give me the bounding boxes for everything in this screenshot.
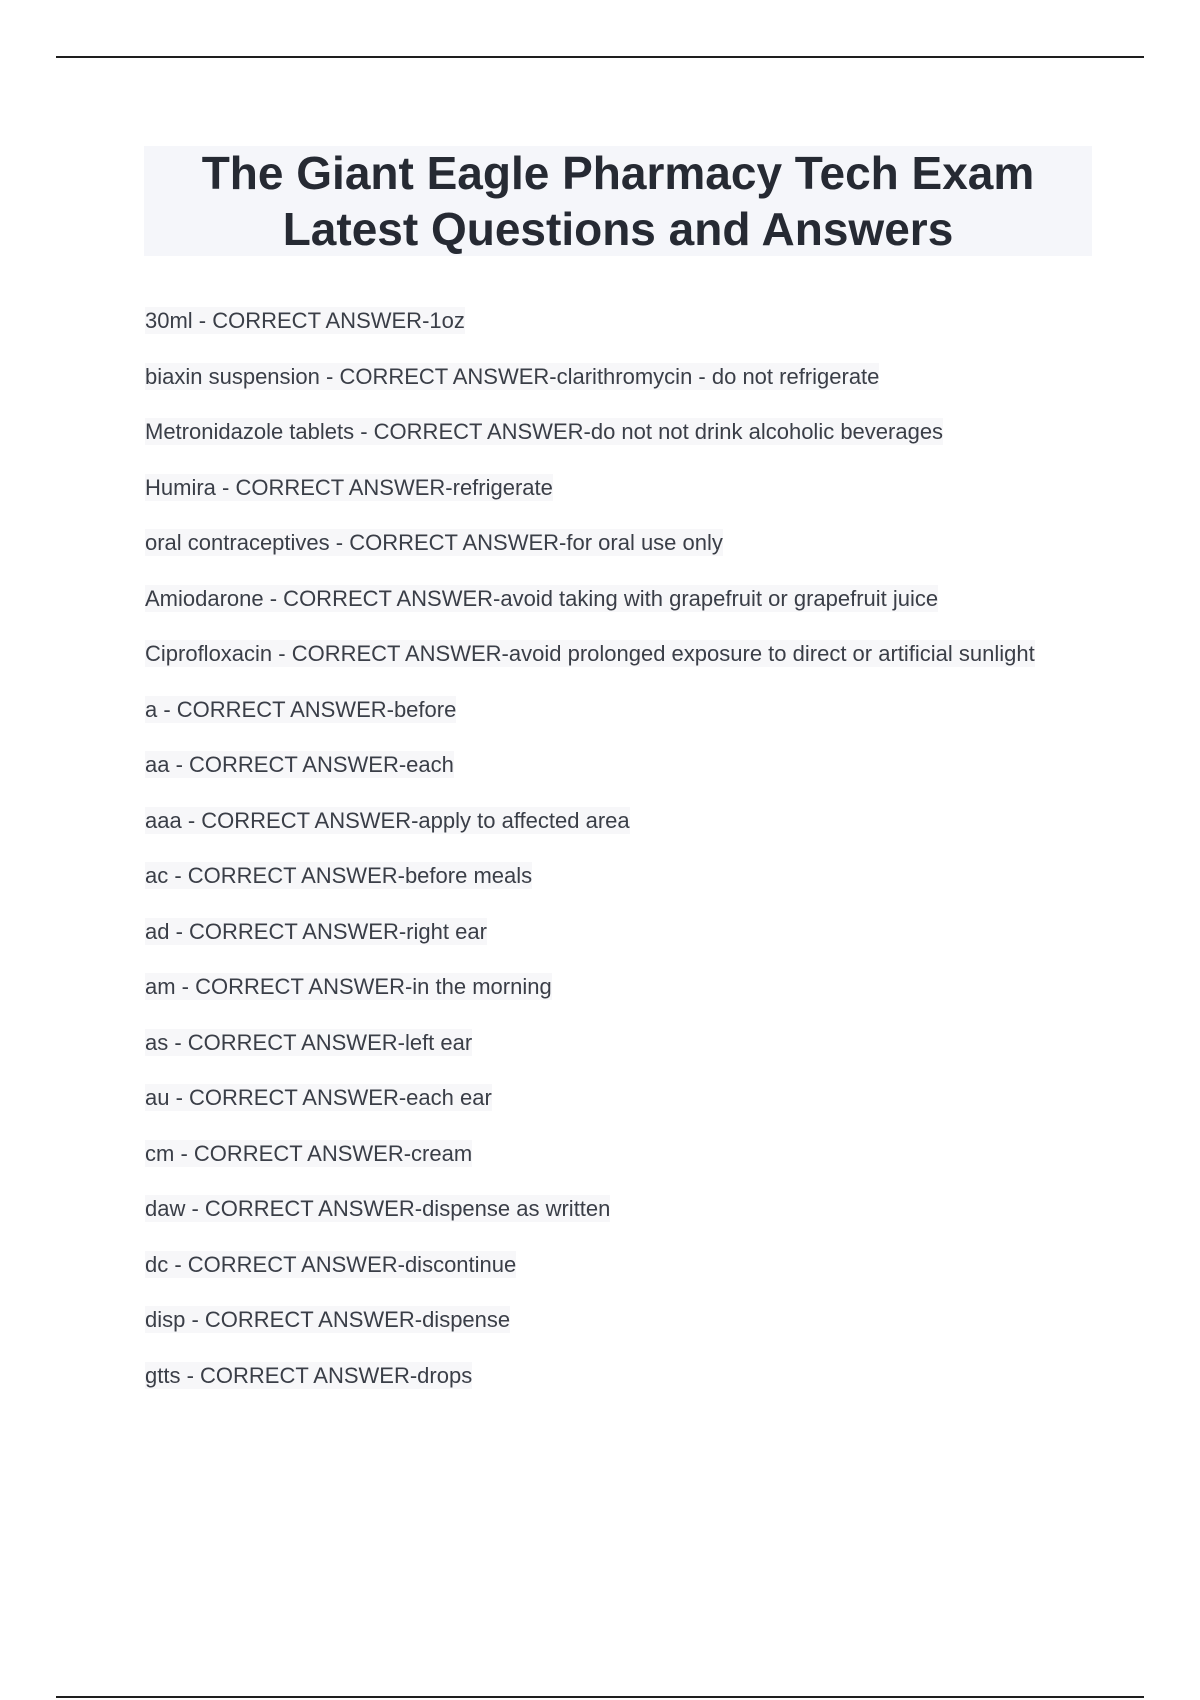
qa-text: ad - CORRECT ANSWER-right ear [145,918,487,944]
qa-text: 30ml - CORRECT ANSWER-1oz [145,308,465,333]
qa-text: au - CORRECT ANSWER-each ear [145,1085,492,1110]
qa-item [145,362,1045,391]
qa-item [145,1194,1045,1223]
qa-text: ac - CORRECT ANSWER-before meals [145,863,533,888]
title-line-1: The Giant Eagle Pharmacy Tech Exam [201,147,1035,199]
top-rule [56,56,1144,58]
qa-item [145,417,1045,446]
qa-item [145,528,1045,557]
qa-text: aaa - CORRECT ANSWER-apply to affected area [145,807,630,833]
qa-item [145,861,1045,890]
qa-item [145,306,1045,335]
document-title [144,146,1092,256]
qa-item [145,750,1045,779]
qa-item [145,972,1045,1001]
qa-text: Ciprofloxacin - CORRECT ANSWER-avoid prolonged exposure to direct or artificial sunlight [145,641,1035,666]
qa-text: Metronidazole tablets - CORRECT ANSWER-do not not drink alcoholic beverages [145,419,944,444]
qa-item [145,917,1045,946]
qa-item [145,1028,1045,1057]
qa-text: disp - CORRECT ANSWER-dispense [145,1307,511,1332]
qa-item [145,695,1045,724]
qa-text: Humira - CORRECT ANSWER-refrigerate [145,474,553,500]
qa-text: am - CORRECT ANSWER-in the morning [145,974,552,999]
qa-text: gtts - CORRECT ANSWER-drops [145,1362,473,1388]
qa-text: Amiodarone - CORRECT ANSWER-avoid taking with grapefruit or grapefruit juice [145,585,939,611]
title-line-2: Latest Questions and Answers [282,203,954,255]
qa-text: dc - CORRECT ANSWER-discontinue [145,1251,517,1277]
qa-list [145,306,1045,1416]
qa-item [145,639,1045,668]
qa-item [145,806,1045,835]
qa-text: as - CORRECT ANSWER-left ear [145,1029,473,1055]
qa-item [145,1361,1045,1390]
qa-item [145,1305,1045,1334]
qa-item [145,1139,1045,1168]
qa-text: daw - CORRECT ANSWER-dispense as written [145,1196,611,1221]
bottom-rule [56,1696,1144,1698]
qa-text: oral contraceptives - CORRECT ANSWER-for oral use only [145,530,723,555]
qa-text: aa - CORRECT ANSWER-each [145,752,454,777]
qa-text: biaxin suspension - CORRECT ANSWER-clarithromycin - do not refrigerate [145,363,880,389]
qa-item [145,473,1045,502]
qa-item [145,1083,1045,1112]
qa-item [145,584,1045,613]
qa-item [145,1250,1045,1279]
qa-text: a - CORRECT ANSWER-before [145,696,457,722]
qa-text: cm - CORRECT ANSWER-cream [145,1140,473,1166]
